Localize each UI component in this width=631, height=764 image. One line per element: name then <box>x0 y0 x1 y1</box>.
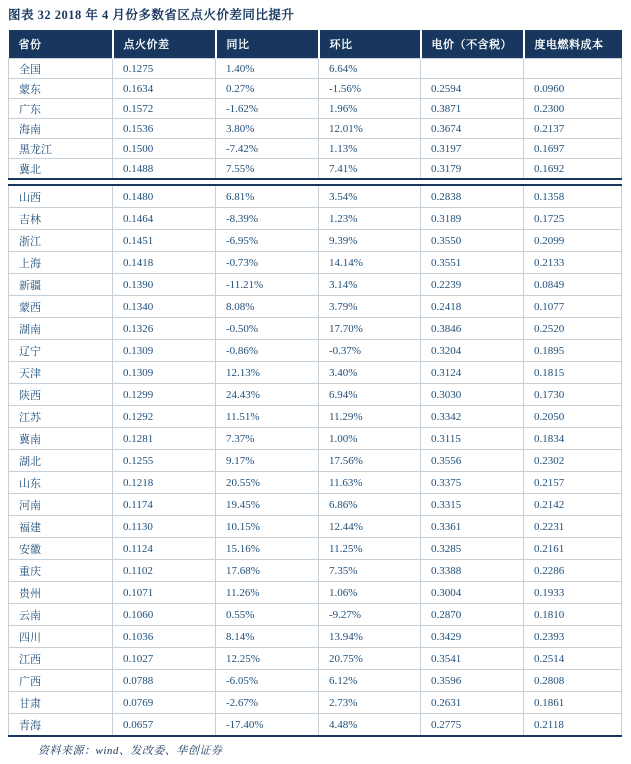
table-cell: 0.3550 <box>421 230 524 252</box>
table-cell: 2.73% <box>319 692 421 714</box>
table-cell: 0.1275 <box>113 59 216 79</box>
table-body-block-2 <box>9 185 622 736</box>
table-cell: 安徽 <box>9 538 113 560</box>
table-cell: 6.86% <box>319 494 421 516</box>
table-cell: 4.48% <box>319 714 421 737</box>
table-cell: 20.55% <box>216 472 319 494</box>
table-cell: 7.55% <box>216 159 319 180</box>
table-cell: 0.3375 <box>421 472 524 494</box>
table-cell: 甘肃 <box>9 692 113 714</box>
table-cell: 11.29% <box>319 406 421 428</box>
table-cell: 0.2300 <box>524 99 622 119</box>
table-cell: 黑龙江 <box>9 139 113 159</box>
table-row <box>9 318 622 340</box>
table-cell: 0.1725 <box>524 208 622 230</box>
table-cell: 0.3674 <box>421 119 524 139</box>
table-row <box>9 274 622 296</box>
table-cell: -0.73% <box>216 252 319 274</box>
table-cell: 0.2838 <box>421 185 524 208</box>
table-cell: 0.2118 <box>524 714 622 737</box>
table-cell: 浙江 <box>9 230 113 252</box>
table-cell: 12.25% <box>216 648 319 670</box>
table-cell: 0.0849 <box>524 274 622 296</box>
table-cell: 0.1124 <box>113 538 216 560</box>
table-cell: 冀南 <box>9 428 113 450</box>
table-cell: 12.13% <box>216 362 319 384</box>
table-cell: 0.1572 <box>113 99 216 119</box>
table-cell: 广西 <box>9 670 113 692</box>
table-cell: 0.3429 <box>421 626 524 648</box>
table-cell: 0.2594 <box>421 79 524 99</box>
table-row <box>9 99 622 119</box>
column-header: 度电燃料成本 <box>524 30 622 59</box>
table-cell <box>524 59 622 79</box>
table-cell: 1.96% <box>319 99 421 119</box>
table-cell: 0.2142 <box>524 494 622 516</box>
table-cell: 0.1488 <box>113 159 216 180</box>
table-row <box>9 296 622 318</box>
table-cell: 0.3124 <box>421 362 524 384</box>
table-cell: 山东 <box>9 472 113 494</box>
table-cell: 11.26% <box>216 582 319 604</box>
table-cell: 吉林 <box>9 208 113 230</box>
table-cell: 0.0960 <box>524 79 622 99</box>
table-cell: 0.3342 <box>421 406 524 428</box>
table-cell: 福建 <box>9 516 113 538</box>
table-cell: 0.0769 <box>113 692 216 714</box>
table-cell: 冀北 <box>9 159 113 180</box>
table-cell: 0.1036 <box>113 626 216 648</box>
table-cell: 0.2161 <box>524 538 622 560</box>
table-cell: 6.64% <box>319 59 421 79</box>
table-row <box>9 208 622 230</box>
table-cell: 0.1299 <box>113 384 216 406</box>
table-cell: 3.54% <box>319 185 421 208</box>
table-row <box>9 450 622 472</box>
table-cell: 0.1390 <box>113 274 216 296</box>
table-cell: 0.3871 <box>421 99 524 119</box>
table-cell: 0.2302 <box>524 450 622 472</box>
table-cell: 湖北 <box>9 450 113 472</box>
table-cell: 0.1480 <box>113 185 216 208</box>
table-cell: 0.1692 <box>524 159 622 180</box>
table-cell: 0.1834 <box>524 428 622 450</box>
table-cell: 19.45% <box>216 494 319 516</box>
table-cell: -1.62% <box>216 99 319 119</box>
table-row <box>9 538 622 560</box>
table-cell: 0.3204 <box>421 340 524 362</box>
table-cell <box>421 59 524 79</box>
table-cell: 0.3285 <box>421 538 524 560</box>
table-cell: 10.15% <box>216 516 319 538</box>
table-cell: 0.1464 <box>113 208 216 230</box>
table-header-row <box>9 30 622 59</box>
table-cell: 0.2393 <box>524 626 622 648</box>
table-cell: 0.3189 <box>421 208 524 230</box>
table-cell: 海南 <box>9 119 113 139</box>
table-cell: -0.50% <box>216 318 319 340</box>
table-cell: 0.3315 <box>421 494 524 516</box>
province-spark-spread-table <box>8 30 622 737</box>
table-cell: 3.80% <box>216 119 319 139</box>
table-cell: 0.2050 <box>524 406 622 428</box>
table-cell: 13.94% <box>319 626 421 648</box>
table-cell: 0.2239 <box>421 274 524 296</box>
table-cell: 0.1060 <box>113 604 216 626</box>
table-row <box>9 516 622 538</box>
table-cell: 1.40% <box>216 59 319 79</box>
table-row <box>9 79 622 99</box>
column-header: 电价（不含税） <box>421 30 524 59</box>
table-cell: -8.39% <box>216 208 319 230</box>
table-row <box>9 59 622 79</box>
table-cell: 0.2514 <box>524 648 622 670</box>
table-cell: 0.1730 <box>524 384 622 406</box>
table-row <box>9 230 622 252</box>
table-cell: 0.1933 <box>524 582 622 604</box>
table-cell: 四川 <box>9 626 113 648</box>
table-row <box>9 560 622 582</box>
table-cell: 3.14% <box>319 274 421 296</box>
table-cell: 0.1697 <box>524 139 622 159</box>
table-cell: 11.51% <box>216 406 319 428</box>
table-cell: 0.1326 <box>113 318 216 340</box>
table-cell: 24.43% <box>216 384 319 406</box>
table-row <box>9 119 622 139</box>
table-cell: 0.3388 <box>421 560 524 582</box>
table-cell: 0.3197 <box>421 139 524 159</box>
table-row <box>9 472 622 494</box>
table-cell: 0.2137 <box>524 119 622 139</box>
table-cell: 7.37% <box>216 428 319 450</box>
table-cell: 6.81% <box>216 185 319 208</box>
table-cell: 蒙西 <box>9 296 113 318</box>
table-cell: 0.2286 <box>524 560 622 582</box>
table-cell: 0.3556 <box>421 450 524 472</box>
column-header: 省份 <box>9 30 113 59</box>
table-cell: 0.3179 <box>421 159 524 180</box>
table-cell: -0.37% <box>319 340 421 362</box>
table-cell: 1.23% <box>319 208 421 230</box>
table-cell: 0.1255 <box>113 450 216 472</box>
table-cell: 0.1451 <box>113 230 216 252</box>
table-cell: 0.2157 <box>524 472 622 494</box>
table-cell: 0.3596 <box>421 670 524 692</box>
table-cell: 0.1536 <box>113 119 216 139</box>
table-cell: 0.1218 <box>113 472 216 494</box>
table-cell: 山西 <box>9 185 113 208</box>
table-cell: 8.14% <box>216 626 319 648</box>
table-row <box>9 340 622 362</box>
table-cell: 0.1071 <box>113 582 216 604</box>
table-row <box>9 494 622 516</box>
table-cell: 0.1309 <box>113 362 216 384</box>
table-cell: 0.0788 <box>113 670 216 692</box>
table-cell: 17.70% <box>319 318 421 340</box>
table-cell: -1.56% <box>319 79 421 99</box>
table-cell: 0.1174 <box>113 494 216 516</box>
table-cell: 0.2808 <box>524 670 622 692</box>
table-cell: 0.1340 <box>113 296 216 318</box>
table-cell: 1.06% <box>319 582 421 604</box>
table-cell: 14.14% <box>319 252 421 274</box>
column-header: 点火价差 <box>113 30 216 59</box>
table-cell: 云南 <box>9 604 113 626</box>
table-cell: -11.21% <box>216 274 319 296</box>
table-cell: 0.1027 <box>113 648 216 670</box>
table-row <box>9 139 622 159</box>
column-header: 同比 <box>216 30 319 59</box>
figure-title: 图表 32 2018 年 4 月份多数省区点火价差同比提升 <box>8 8 295 22</box>
table-cell: 0.1309 <box>113 340 216 362</box>
table-cell: 6.94% <box>319 384 421 406</box>
table-cell: 0.0657 <box>113 714 216 737</box>
table-cell: 0.2231 <box>524 516 622 538</box>
table-cell: 0.1634 <box>113 79 216 99</box>
table-cell: 9.39% <box>319 230 421 252</box>
table-cell: 上海 <box>9 252 113 274</box>
table-cell: 辽宁 <box>9 340 113 362</box>
table-cell: 天津 <box>9 362 113 384</box>
table-cell: 0.2133 <box>524 252 622 274</box>
table-cell: -17.40% <box>216 714 319 737</box>
table-cell: -6.95% <box>216 230 319 252</box>
table-row <box>9 428 622 450</box>
table-cell: 新疆 <box>9 274 113 296</box>
table-cell: 0.1810 <box>524 604 622 626</box>
table-cell: 11.25% <box>319 538 421 560</box>
table-cell: 0.1358 <box>524 185 622 208</box>
table-row <box>9 159 622 180</box>
table-cell: 0.1861 <box>524 692 622 714</box>
table-cell: -0.86% <box>216 340 319 362</box>
table-cell: 0.3361 <box>421 516 524 538</box>
table-cell: 11.63% <box>319 472 421 494</box>
table-cell: 0.3551 <box>421 252 524 274</box>
table-cell: 8.08% <box>216 296 319 318</box>
table-cell: 20.75% <box>319 648 421 670</box>
table-cell: 江西 <box>9 648 113 670</box>
table-cell: 0.1418 <box>113 252 216 274</box>
table-row <box>9 714 622 737</box>
table-body-block-1 <box>9 59 622 180</box>
table-cell: 3.40% <box>319 362 421 384</box>
table-cell: 0.1500 <box>113 139 216 159</box>
table-cell: 17.56% <box>319 450 421 472</box>
table-cell: -6.05% <box>216 670 319 692</box>
table-row <box>9 670 622 692</box>
table-cell: 广东 <box>9 99 113 119</box>
table-row <box>9 406 622 428</box>
table-cell: 1.13% <box>319 139 421 159</box>
table-cell: 0.1281 <box>113 428 216 450</box>
table-row <box>9 648 622 670</box>
table-cell: 0.1077 <box>524 296 622 318</box>
source-note: 资料来源：wind、发改委、华创证券 <box>38 745 223 757</box>
table-row <box>9 582 622 604</box>
table-cell: 7.35% <box>319 560 421 582</box>
table-cell: 0.27% <box>216 79 319 99</box>
table-cell: 0.1815 <box>524 362 622 384</box>
table-row <box>9 384 622 406</box>
table-cell: 6.12% <box>319 670 421 692</box>
table-cell: 12.01% <box>319 119 421 139</box>
table-cell: 青海 <box>9 714 113 737</box>
table-cell: 陕西 <box>9 384 113 406</box>
table-cell: 蒙东 <box>9 79 113 99</box>
table-cell: 重庆 <box>9 560 113 582</box>
table-cell: 0.2775 <box>421 714 524 737</box>
table-cell: 0.1130 <box>113 516 216 538</box>
table-cell: 贵州 <box>9 582 113 604</box>
table-cell: 0.2631 <box>421 692 524 714</box>
table-row <box>9 692 622 714</box>
table-row <box>9 604 622 626</box>
table-cell: 0.3846 <box>421 318 524 340</box>
table-cell: 0.1292 <box>113 406 216 428</box>
table-cell: 河南 <box>9 494 113 516</box>
table-row <box>9 185 622 208</box>
table-cell: -9.27% <box>319 604 421 626</box>
table-cell: 0.2099 <box>524 230 622 252</box>
table-cell: 0.3115 <box>421 428 524 450</box>
table-cell: 0.3030 <box>421 384 524 406</box>
table-cell: -2.67% <box>216 692 319 714</box>
table-cell: 9.17% <box>216 450 319 472</box>
table-cell: 15.16% <box>216 538 319 560</box>
column-header: 环比 <box>319 30 421 59</box>
table-cell: 0.55% <box>216 604 319 626</box>
table-cell: 12.44% <box>319 516 421 538</box>
table-cell: 0.2520 <box>524 318 622 340</box>
table-cell: 全国 <box>9 59 113 79</box>
table-cell: 17.68% <box>216 560 319 582</box>
table-cell: -7.42% <box>216 139 319 159</box>
table-cell: 1.00% <box>319 428 421 450</box>
table-row <box>9 252 622 274</box>
table-cell: 江苏 <box>9 406 113 428</box>
table-cell: 0.2870 <box>421 604 524 626</box>
table-cell: 0.3004 <box>421 582 524 604</box>
table-cell: 0.1895 <box>524 340 622 362</box>
table-cell: 0.3541 <box>421 648 524 670</box>
table-row <box>9 362 622 384</box>
table-cell: 3.79% <box>319 296 421 318</box>
table-header <box>9 30 622 59</box>
table-cell: 0.1102 <box>113 560 216 582</box>
table-cell: 0.2418 <box>421 296 524 318</box>
table-cell: 7.41% <box>319 159 421 180</box>
table-cell: 湖南 <box>9 318 113 340</box>
table-row <box>9 626 622 648</box>
